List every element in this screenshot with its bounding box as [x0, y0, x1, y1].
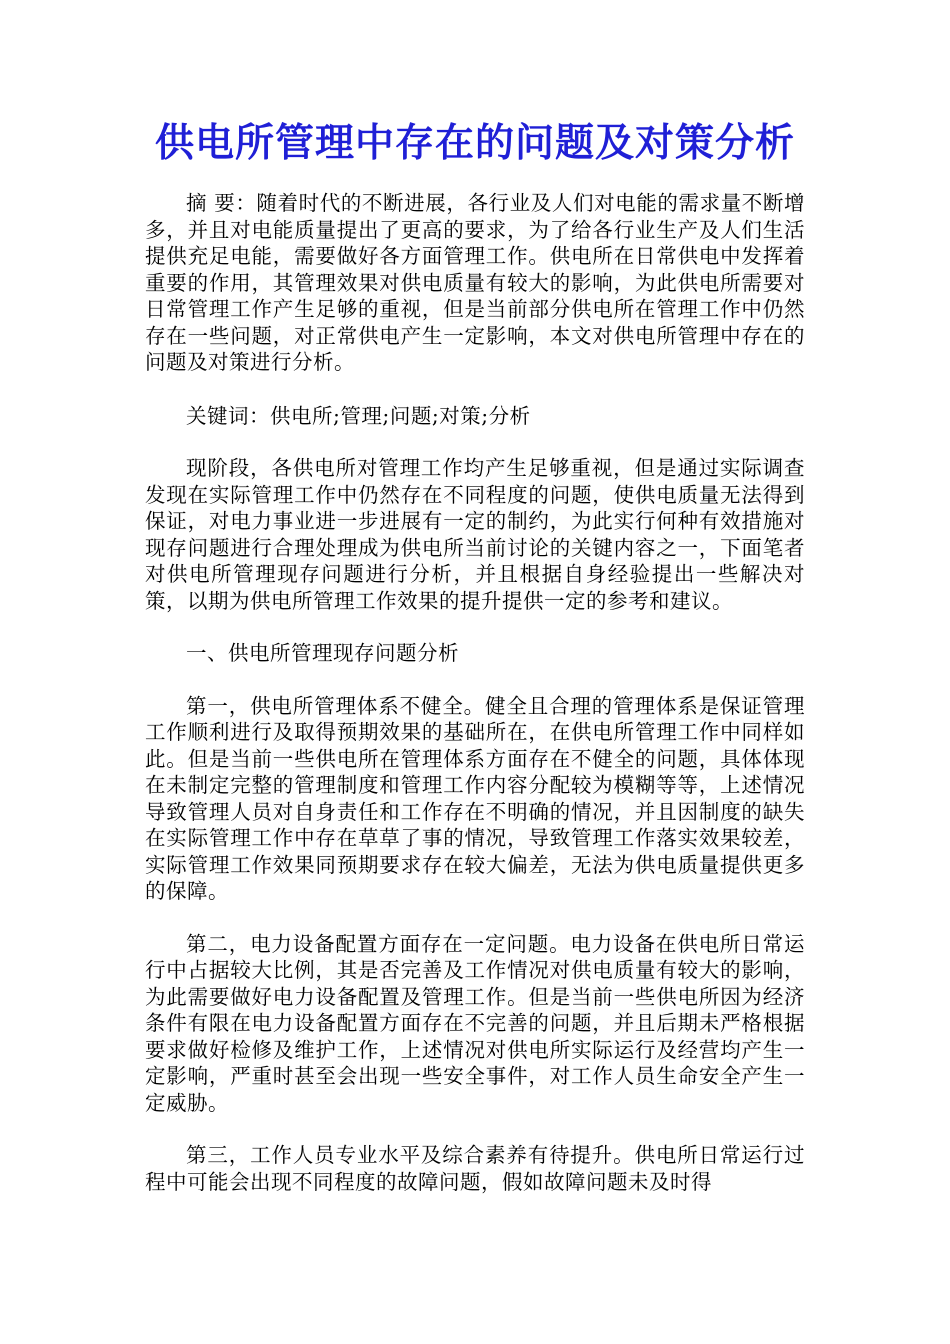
point-two-paragraph: 第二，电力设备配置方面存在一定问题。电力设备在供电所日常运行中占据较大比例，其是否完善及工作情况对供电质量有较大的影响，为此需要做好电力设备配置及管理工作。但是当前一些供电所因为经济条件有限在电力设备配置方面存在不完善的问题，并且后期未严格根据要求做好检修及维护工作，上述情况对供电所实际运行及经营均产生一定影响，严重时甚至会出现一些安全事件，对工作人员生命安全产生一定威胁。	[145, 931, 805, 1115]
point-three-paragraph: 第三，工作人员专业水平及综合素养有待提升。供电所日常运行过程中可能会出现不同程度的故障问题，假如故障问题未及时得	[145, 1143, 805, 1194]
abstract-paragraph: 摘 要：随着时代的不断进展，各行业及人们对电能的需求量不断增多，并且对电能质量提出了更高的要求，为了给各行业生产及人们生活提供充足电能，需要做好各方面管理工作。供电所在日常供电中发挥着重要的作用，其管理效果对供电质量有较大的影响，为此供电所需要对日常管理工作产生足够的重视，但是当前部分供电所在管理工作中仍然存在一些问题，对正常供电产生一定影响，本文对供电所管理中存在的问题及对策进行分析。	[145, 191, 805, 374]
document-page	[145, 118, 805, 1195]
document-title: 供电所管理中存在的问题及对策分析	[154, 120, 795, 166]
point-one-paragraph: 第一，供电所管理体系不健全。健全且合理的管理体系是保证管理工作顺利进行及取得预期效果的基础所在，在供电所管理工作中同样如此。但是当前一些供电所在管理体系方面存在不健全的问题，具体体现在未制定完整的管理制度和管理工作内容分配较为模糊等等，上述情况导致管理人员对自身责任和工作存在不明确的情况，并且因制度的缺失在实际管理工作中存在草草了事的情况，导致管理工作落实效果较差，实际管理工作效果同预期要求存在较大偏差，无法为供电质量提供更多的保障。	[145, 693, 805, 903]
section-heading: 一、供电所管理现存问题分析	[186, 641, 459, 665]
keywords-paragraph: 关键词：供电所;管理;问题;对策;分析	[186, 403, 531, 428]
intro-paragraph: 现阶段，各供电所对管理工作均产生足够重视，但是通过实际调查发现在实际管理工作中仍然存在不同程度的问题，使供电质量无法得到保证，对电力事业进一步进展有一定的制约，为此实行何种有效措施对现存问题进行合理处理成为供电所当前讨论的关键内容之一，下面笔者对供电所管理现存问题进行分析，并且根据自身经验提出一些解决对策，以期为供电所管理工作效果的提升提供一定的参考和建议。	[145, 456, 805, 613]
